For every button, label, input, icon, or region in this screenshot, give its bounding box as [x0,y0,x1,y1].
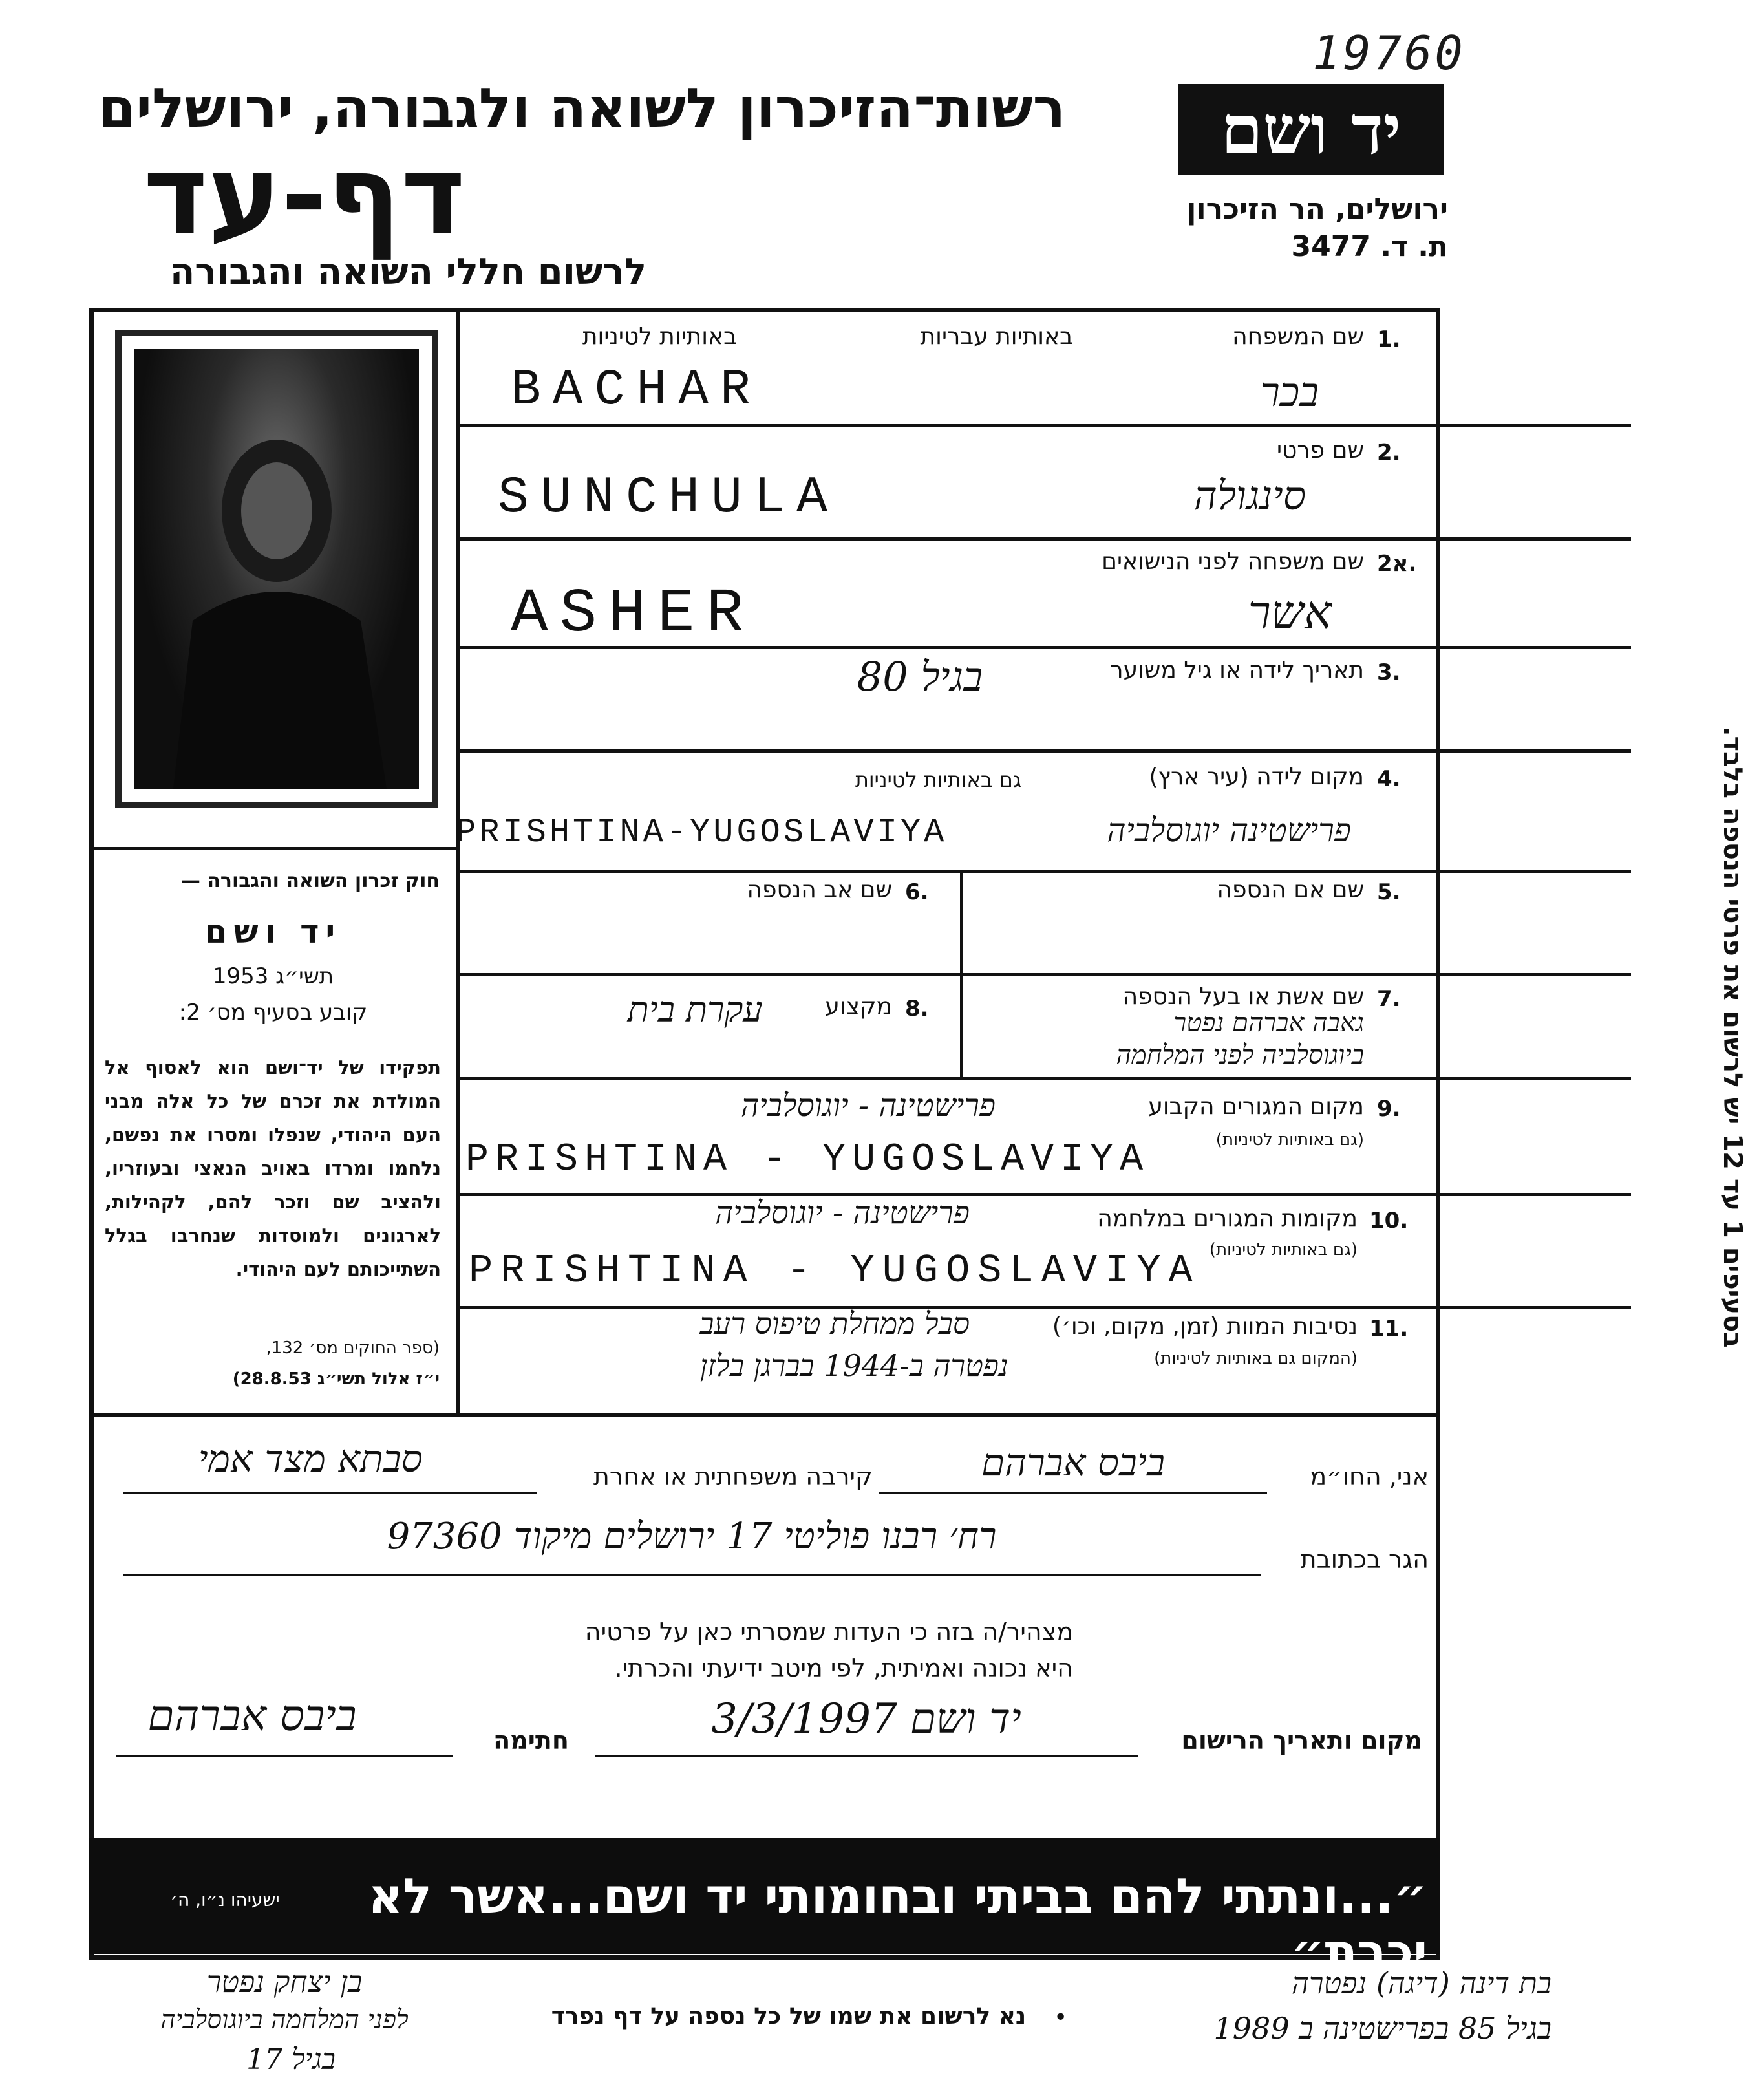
declaration-divider [89,1413,1440,1417]
field-5-num: 5. [1377,879,1401,905]
place-date-line [595,1755,1138,1757]
field-1-col-hebrew: באותיות עבריות [920,323,1073,350]
field-11-also-latin: (המקום גם באותיות לטיניות) [1154,1349,1358,1368]
victim-photo [115,330,438,808]
portrait-silhouette [134,349,419,789]
logo-text: יד ושם [1220,89,1402,169]
field-10-value-latin: PRISHTINA - YUGOSLAVIYA [469,1248,1200,1294]
field-9-value-latin: PRISHTINA - YUGOSLAVIYA [465,1138,1150,1182]
declaration-address-value: רח׳ רבנו פוליטי 17 ירושלים מיקוד 97360 [387,1516,997,1558]
field-7-value-2: ביוגוסלביה לפני המלחמה [1116,1040,1364,1070]
signature-line [116,1755,453,1757]
field-2-num: 2. [1377,440,1401,466]
field-2a-value-latin: ASHER [511,579,756,649]
field-10-also-latin: (גם באותיות לטיניות) [1209,1240,1358,1259]
field-2-value-hebrew: סינגולה [1193,472,1306,519]
doc-number: 19760 [1312,26,1466,80]
law-title: חוק זכרון השואה והגבורה — [180,870,440,892]
field-10-label: מקומות המגורים במלחמה [1097,1205,1358,1232]
quote-banner [89,1838,1440,1980]
footer-note-right-1: בת דינה (דיגה) נפטרה [1291,1966,1551,2000]
law-year: תשי״ג 1953 [212,963,334,989]
field-2a-value-hebrew: אשר [1248,585,1332,639]
field-4-label: מקום לידה (עיר ארץ) [1149,764,1364,790]
field-10-num: 10. [1369,1208,1409,1234]
field-1-label: שם המשפחה [1232,323,1364,350]
authority-title: רשות־הזיכרון לשואה ולגבורה, ירושלים [98,76,1066,140]
side-note: בסעיפים 1 עד 12 יש לרשום את פרטי הנספה בלבד. [1718,726,1747,1348]
field-3-label: תאריך לידה או גיל משוער [1110,657,1364,683]
field-11-value-2: נפטרה ב-1944 בברגן בלזן [699,1348,1008,1383]
field-1-value-latin: BACHAR [511,362,762,419]
field-7-num: 7. [1377,986,1401,1012]
law-ref-2: י״ז אלול תשי״ג 28.8.53) [232,1369,440,1389]
field-2a-num: 2א. [1377,551,1417,577]
field-8-value: עקרת בית [627,989,763,1030]
signature-value: ביבס אברהם [147,1691,357,1741]
footer-instruction: נא לרשום את שמו של כל נספה על דף נפרד [551,2003,1027,2030]
field-7-value-1: גאבה אברהם נפטר [1173,1008,1364,1038]
footer-note-left-2: לפני המלחמה ביוגוסלביה [160,2005,409,2035]
field-2a-label: שם משפחה לפני הנישואים [1102,548,1364,575]
field-9-num: 9. [1377,1096,1401,1122]
field-2-label: שם פרטי [1276,437,1364,464]
field-4-num: 4. [1377,766,1401,792]
declaration-statement-1: מצהיר/ה בזה כי העדות שמסרתי כאן על פרטיה [584,1618,1073,1646]
place-date-label: מקום ותאריך הרישום [1181,1726,1422,1755]
field-2-value-latin: SUNCHULA [498,469,840,528]
field-6-label: שם אב הנספה [747,877,892,903]
declaration-ani-value: ביבס אברהם [981,1441,1165,1484]
field-1-num: 1. [1377,327,1401,352]
footer-bullet: • [1054,2004,1068,2031]
field-11-num: 11. [1369,1316,1409,1342]
law-clause: קובע בסעיף מס׳ 2: [178,1000,368,1025]
field-9-also-latin: (גם באותיות לטיניות) [1215,1130,1364,1150]
field-9-label: מקום המגורים הקבוע [1148,1093,1364,1120]
law-name: יד ושם [204,913,342,950]
banner-source: ישעיהו נ״ו, ה׳ [170,1889,280,1911]
field-4-value-latin: PRISHTINA-YUGOSLAVIYA [456,813,948,852]
declaration-relation-line [123,1492,537,1494]
page-subtitle: לרשום חללי השואה והגבורה [169,251,646,293]
field-8-label: מקצוע [825,993,892,1020]
footer-note-right-2: בגיל 85 בפרישטינה ב 1989 [1213,2011,1551,2046]
field-6-num: 6. [905,879,929,905]
field-4-value-hebrew: פרישטינה יוגוסלביה [1107,811,1351,849]
footer-note-left-3: בגיל 17 [246,2043,336,2076]
photo-image [134,349,419,789]
field-4-also-latin: גם באותיות לטיניות [855,767,1021,792]
pobox: ת. ד. 3477 [1291,230,1448,263]
field-8-num: 8. [905,996,929,1022]
field-5-label: שם אם הנספה [1217,877,1364,903]
address-line: ירושלים, הר הזיכרון [1186,193,1448,226]
yad-vashem-logo [1178,84,1444,175]
field-9-value-hebrew: פרישטינה - יוגוסלביה [741,1088,996,1124]
declaration-address-label: הגר בכתובת [1300,1545,1429,1574]
law-ref-1: (ספר החוקים מס׳ 132, [266,1338,440,1358]
declaration-statement-2: היא נכונה ואמיתית, לפי מיטב ידיעתי והכרתי. [614,1654,1073,1682]
law-body: תפקידו של יד־ושם הוא לאסוף אל המולדת את זכרם של כל אלה מבני העם היהודי, שנפלו ומסרו את נפשם, נלחמו ומרדו באויב הנאצי ובעוזריו, ולהציב שם וזכר להם, לקהילות, לארגונים ולמוסדות שנחרבו בגלל השתייכותם לעם היהודי. [105,1056,441,1280]
declaration-address-line [123,1574,1261,1576]
declaration-relation-label: קירבה משפחתית או אחרת [593,1462,873,1491]
signature-label: חתימה [493,1726,569,1755]
field-7-label: שם אשת או בעל הנספה [1122,983,1364,1010]
page-title: דף-עד [143,132,465,260]
footer-note-left-1: בן יצחק נפטר [206,1964,363,1999]
field-10-value-hebrew: פרישטינה - יוגוסלביה [715,1195,970,1231]
field-3-value: בגיל 80 [857,653,983,700]
field-11-value-1: סבל ממחלת טיפוס רעב [699,1306,970,1341]
field-3-num: 3. [1377,659,1401,685]
place-date-value: יד ושם 3/3/1997 [711,1695,1021,1743]
declaration-relation-value: סבתא מצד אמי [198,1437,423,1481]
field-11-label: נסיבות המוות (זמן, מקום, וכו׳) [1052,1313,1358,1340]
declaration-ani: אני, החו״מ [1310,1462,1429,1491]
banner-quote: ״...ונתתי להם בביתי ובחומותי יד ושם...אשר לא יכרת״ [368,1869,1427,1980]
field-1-value-hebrew: בכר [1260,369,1319,416]
photo-separator [89,847,458,850]
declaration-ani-line [879,1492,1267,1494]
field-1-col-latin: באותיות לטיניות [582,323,737,350]
